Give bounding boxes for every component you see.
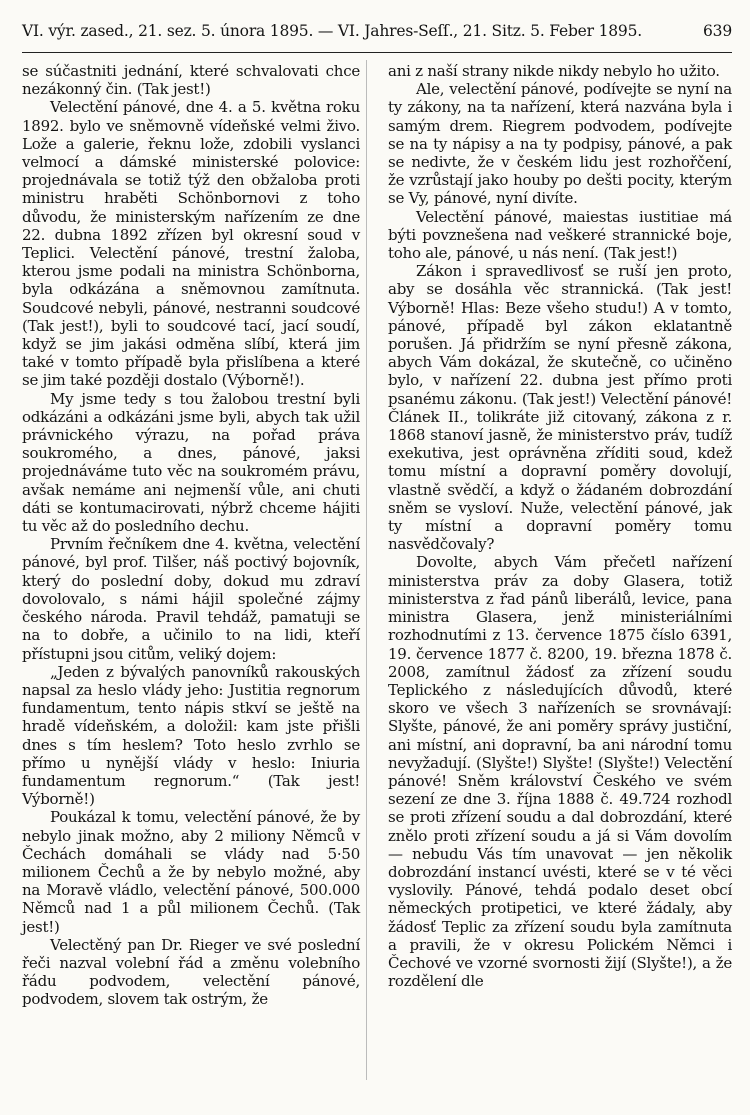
paragraph: Ale, velectění pánové, podívejte se nyní na ty zákony, na ta nařízení, která nazvána byla i samým drem. Riegrem podvodem, podívejte se na ty nápisy a na ty podpisy, pánové, a pak se nedivte, že v českém lidu jest rozhořčení, že vzrůstají jako houby po dešti pocity, kterým se Vy, pánové, nyní divíte. <box>388 80 732 208</box>
left-column <box>22 62 360 1009</box>
paragraph: Velectění pánové, maiestas iustitiae má býti povznešena nad veškeré strannické boje, toho ale, pánové, u nás není. (Tak jest!) <box>388 207 732 263</box>
paragraph: Poukázal k tomu, velectění pánové, že by nebylo jinak možno, aby 2 miliony Němců v Čechách domáhali se vlády nad 5·50 milionem Čechů a že by nebylo možné, aby na Moravě vládlo, velectění pánové, 500.000 Němců nad 1 a půl milionem Čechů. (Tak jest!) <box>22 808 360 936</box>
paragraph: Prvním řečníkem dne 4. května, velectění pánové, byl prof. Tilšer, náš poctivý bojovník, který do poslední doby, dokud mu zdraví dovolovalo, s námi hájil společné zájmy českého národa. Pravil tehdáž, pamatuji se na to dobře, a učinilo to na lidi, kteří přístupni jsou citům, veliký dojem: <box>22 535 360 663</box>
paragraph: Dovolte, abych Vám přečetl nařízení ministerstva práv za doby Glasera, totiž ministerstva z řad pánů liberálů, levice, pana ministra Glasera, jenž ministeriálními rozhodnutími z 13. července 1875 číslo 6391, 19. července 1877 č. 8200, 19. března 1878 č. 2008, zamítnul žádosť za zřízení soudu Teplického z následujících důvodů, které skoro ve všech 3 nařízeních se srovnávají: Slyšte, pánové, že ani poměry správy justiční, ani místní, ani dopravní, ba ani národní tomu nevyžadují. (Slyšte!) Slyšte! (Slyšte!) Velectění pánové! Sněm království Českého ve svém sezení ze dne 3. října 1888 č. 49.724 rozhodl se proti zřízení soudu a dal dobrozdání, které znělo proti zřízení soudu a já si Vám dovolím — nebudu Vás tím unavovat — jen několik dobrozdání instancí uvésti, které se v té věci vyslovily. Pánové, tehdá podalo deset obcí německých protipetici, ve které žádaly, aby žádosť Teplic za zřízení soudu byla zamítnuta a pravili, že v okresu Polickém Němci i Čechové ve vzorné svornosti žijí (Slyšte!), a že rozdělení dle <box>388 553 732 991</box>
paragraph: ani z naší strany nikde nikdy nebylo ho užito. <box>388 62 720 80</box>
paragraph: My jsme tedy s tou žalobou trestní byli odkázáni a odkázáni jsme byli, abych tak užil právnického výrazu, na pořad práva soukromého, a dnes, pánové, jaksi projednáváme tuto věc na soukromém právu, avšak nemáme ani nejmenší vůle, ani chuti dáti se kontumacirovati, nýbrž chceme hájiti tu věc až do posledního dechu. <box>22 389 360 536</box>
paragraph: Velectěný pan Dr. Rieger ve své poslední řeči nazval volební řád a změnu volebního řádu podvodem, velectění pánové, podvodem, slovem tak ostrým, že <box>22 935 360 1009</box>
column-divider <box>366 60 367 1080</box>
page-number: 639 <box>703 22 732 40</box>
header-text: VI. výr. zased., 21. sez. 5. února 1895. — VI. Jahres-Seſſ., 21. Sitz. 5. Feber 1895. <box>22 22 642 40</box>
running-header <box>22 22 732 40</box>
paragraph: se súčastniti jednání, které schvalovati chce nezákonný čin. (Tak jest!) <box>22 62 360 99</box>
paragraph: Velectění pánové, dne 4. a 5. května roku 1892. bylo ve sněmovně vídeňské velmi živo. Lože a galerie, řeknu lože, zdobili vyslanci velmocí a dámské ministerské polovice: projednávala se totiž týž den obžaloba proti ministru hraběti Schönbornovi z toho důvodu, že ministerským nařízením ze dne 22. dubna 1892 zřízen byl okresní soud v Teplici. Velectění pánové, trestní žaloba, kterou jsme podali na ministra Schönborna, byla odkázána a sněmovnou zamítnuta. Soudcové nebyli, pánové, nestranni soudcové (Tak jest!), byli to soudcové tací, jací soudí, když se jim jakási odměna slíbí, která jim také v tomto případě byla přislíbena a které se jim také později dostalo (Výborně!). <box>22 98 360 390</box>
right-column <box>388 62 732 990</box>
paragraph: Zákon i spravedlivosť se ruší jen proto, aby se dosáhla věc strannická. (Tak jest! Výborně! Hlas: Beze všeho studu!) A v tomto, pánové, případě byl zákon eklatantně porušen. Já přidržím se nyní přesně zákona, abych Vám dokázal, že skutečně, co učiněno bylo, v nařízení 22. dubna jest přímo proti psanému zákonu. (Tak jest!) Velectění pánové! Článek II., tolikráte již citovaný, zákona z r. 1868 stanoví jasně, že ministerstvo práv, tudíž exekutiva, jest oprávněna zříditi soud, kdež tomu místní a dopravní poměry dovolují, vlastně svědčí, a když o žádaném dobrozdání sněm se vysloví. Nuže, velectění pánové, jak ty místní a dopravní poměry tomu nasvědčovaly? <box>388 262 732 554</box>
paragraph: „Jeden z bývalých panovníků rakouských napsal za heslo vlády jeho: Justitia regnorum fundamentum, tento nápis stkví se ještě na hradě vídeňském, a doložil: kam jste přišli dnes s tím heslem? Toto heslo zvrhlo se přímo u nynější vlády v heslo: Iniuria fundamentum regnorum.“ (Tak jest! Výborně!) <box>22 662 360 809</box>
header-rule <box>22 52 732 53</box>
